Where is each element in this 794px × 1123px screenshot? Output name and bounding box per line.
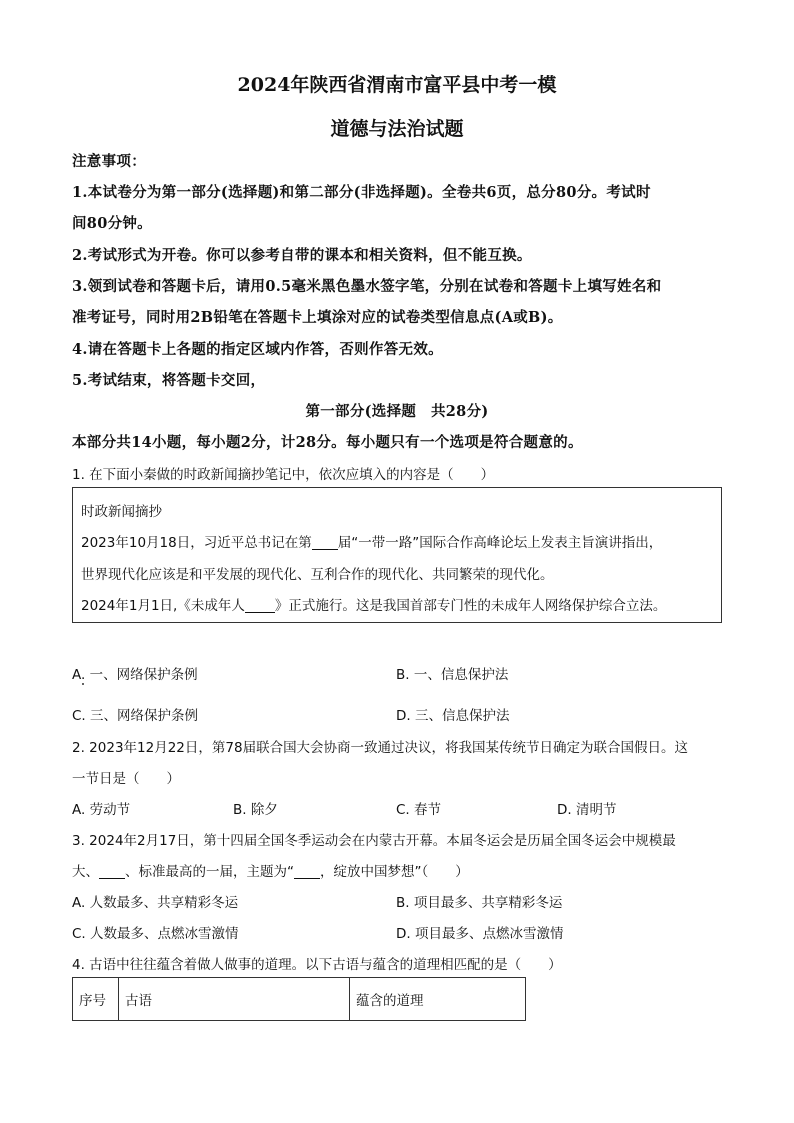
box-line-1-part-a: 2023年10月18日，习近平总书记在第 [81,535,312,551]
stray-dot [82,683,84,685]
notice-item: 2.考试形式为开卷。你可以参考自带的课本和相关资料，但不能互换。 [72,247,532,264]
q1-stem: 1. 在下面小秦做的时政新闻摘抄笔记中，依次应填入的内容是（ ） [72,467,495,483]
q2-option-c[interactable]: C. 春节 [396,802,442,818]
q2-option-a[interactable]: A. 劳动节 [72,802,131,818]
q2-stem-line-1: 2. 2023年12月22日，第78届联合国大会协商一致通过决议，将我国某传统节日确定为联合国假日。这 [72,740,689,756]
notice-heading: 注意事项： [72,153,146,170]
q2-stem-line-2: 一节日是（ ） [72,771,180,787]
q2-option-d[interactable]: D. 清明节 [557,802,617,818]
q4-stem: 4. 古语中往往蕴含着做人做事的道理。以下古语与蕴含的道理相匹配的是（ ） [72,957,562,973]
q1-option-d[interactable]: D. 三、信息保护法 [396,708,510,724]
q3-option-d[interactable]: D. 项目最多、点燃冰雪激情 [396,926,564,942]
page-title: 2024年陕西省渭南市富平县中考一模 [237,74,557,96]
box-line-2: 世界现代化应该是和平发展的现代化、互利合作的现代化、共同繁荣的现代化。 [81,567,554,583]
fill-blank [294,865,320,880]
table-header-cell: 序号 [73,978,119,1021]
table-header-cell: 蕴含的道理 [350,978,526,1021]
box-line-1 [81,531,662,551]
notice-item: 准考证号，同时用2B铅笔在答题卡上填涂对应的试卷类型信息点(A或B)。 [72,309,563,326]
fill-blank [99,865,125,880]
q3-option-c[interactable]: C. 人数最多、点燃冰雪激情 [72,926,239,942]
box-line-3-part-b: 》正式施行。这是我国首部专门性的未成年人网络保护综合立法。 [274,598,667,614]
box-title: 时政新闻摘抄 [81,504,162,520]
fill-blank [245,599,275,614]
q3-stem-line-1: 3. 2024年2月17日，第十四届全国冬季运动会在内蒙古开幕。本届冬运会是历届全国冬运会中规模最 [72,833,676,849]
box-line-1-part-b: 届“一带一路”国际合作高峰论坛上发表主旨演讲指出， [337,535,663,551]
q1-option-c[interactable]: C. 三、网络保护条例 [72,708,199,724]
page-subtitle: 道德与法治试题 [330,118,464,140]
notice-item: 3.领到试卷和答题卡后，请用0.5毫米黑色墨水签字笔，分别在试卷和答题卡上填写姓名和 [72,278,662,295]
notice-item: 间80分钟。 [72,215,152,232]
q4-table [72,977,526,1021]
table-header-cell: 古语 [119,978,350,1021]
part1-instruction: 本部分共14小题，每小题2分，计28分。每小题只有一个选项是符合题意的。 [72,434,583,451]
q3-line-2-part-b: 、标准最高的一届，主题为“ [125,864,294,880]
box-line-3-part-a: 2024年1月1日,《未成年人 [81,598,245,614]
q3-line-2-part-a: 大、 [72,864,99,880]
fill-blank [312,536,338,551]
q3-line-2-part-c: ，绽放中国梦想”（ ） [320,864,469,880]
box-line-3 [81,594,666,614]
notice-item: 4.请在答题卡上各题的指定区域内作答，否则作答无效。 [72,341,443,358]
news-excerpt-box [72,487,722,623]
notice-item: 1.本试卷分为第一部分(选择题)和第二部分(非选择题)。全卷共6页，总分80分。考试时 [72,184,651,201]
part1-heading: 第一部分(选择题 共28分) [305,403,489,420]
q3-option-b[interactable]: B. 项目最多、共享精彩冬运 [396,895,563,911]
q3-option-a[interactable]: A. 人数最多、共享精彩冬运 [72,895,239,911]
q1-option-a[interactable]: A. 一、网络保护条例 [72,667,198,683]
q3-stem-line-2 [72,860,469,880]
q1-option-b[interactable]: B. 一、信息保护法 [396,667,509,683]
table-header-row [73,978,526,1021]
q2-option-b[interactable]: B. 除夕 [233,802,278,818]
notice-item: 5.考试结束，将答题卡交回， [72,372,266,389]
